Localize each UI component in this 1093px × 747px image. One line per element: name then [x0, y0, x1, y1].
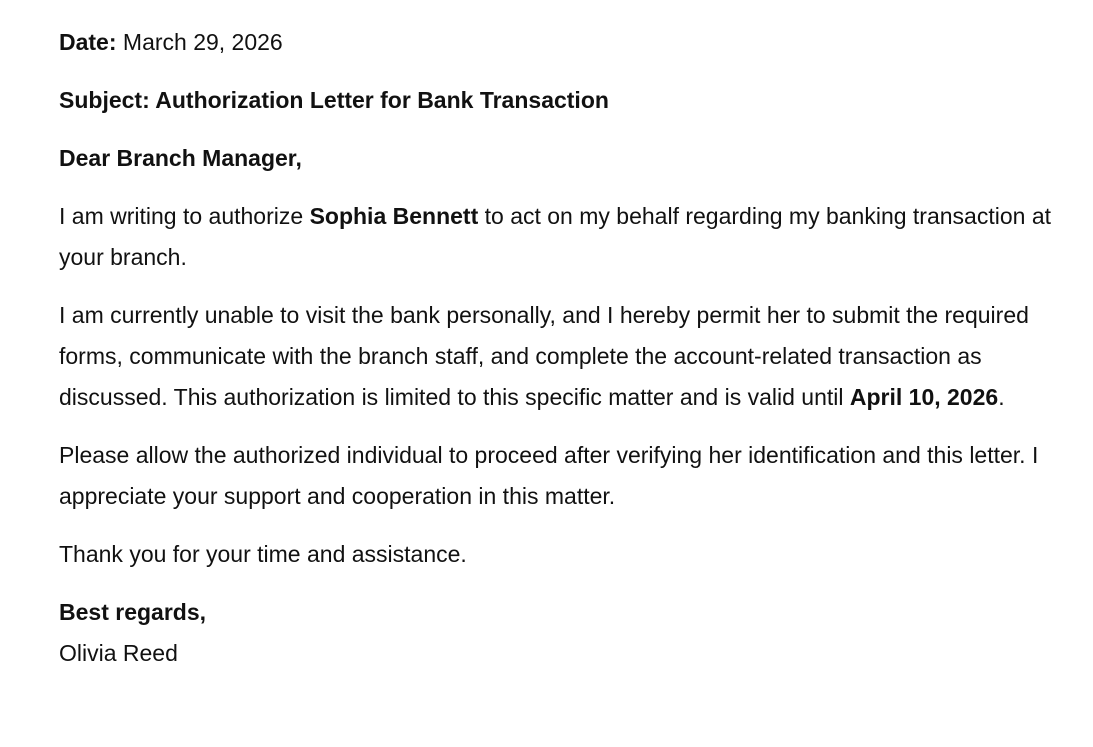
- salutation: Dear Branch Manager,: [59, 145, 302, 171]
- paragraph-permission: [59, 295, 1054, 418]
- paragraph-authorization-end: to act on my behalf regarding my banking transaction at your branch.: [59, 203, 1051, 270]
- date-label: Date:: [59, 29, 117, 55]
- paragraph-permission-start: I am currently unable to visit the bank personally, and I hereby permit her to submit the required forms, communicate with the branch staff, and complete the account-related transaction as discussed. This authorization is limited to this specific matter and is valid until: [59, 302, 1029, 410]
- paragraph-permission-end: .: [998, 384, 1005, 410]
- date-line: [59, 22, 1054, 63]
- validity-date: April 10, 2026: [849, 384, 999, 410]
- closing: Best regards,: [59, 599, 207, 625]
- paragraph-authorization: [59, 196, 1054, 278]
- subject-line: Subject: Authorization Letter for Bank Transaction: [59, 87, 609, 113]
- paragraph-thanks: Thank you for your time and assistance.: [59, 541, 467, 567]
- signature-name: Olivia Reed: [59, 640, 178, 666]
- paragraph-request: Please allow the authorized individual to proceed after verifying her identification and this letter. I appreciate your support and cooperation in this matter.: [59, 442, 1039, 509]
- date-value: March 29, 2026: [116, 29, 283, 55]
- paragraph-authorization-start: I am writing to authorize: [59, 203, 310, 229]
- authorization-letter: [59, 22, 1054, 674]
- authorized-person-name: Sophia Bennett: [309, 203, 479, 229]
